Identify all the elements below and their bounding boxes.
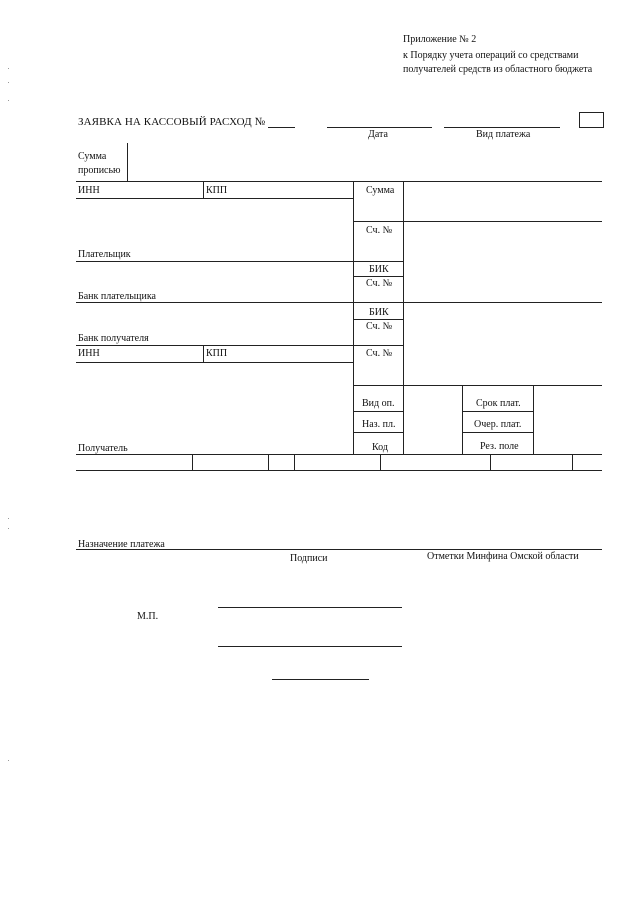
term-column-right-line — [533, 385, 534, 454]
order-label: Очер. плат. — [474, 419, 522, 430]
recipient-inn-label: ИНН — [78, 348, 100, 359]
number-line[interactable] — [268, 127, 295, 128]
payer-inn-label: ИНН — [78, 185, 100, 196]
code-column-right-line — [462, 385, 463, 454]
payer-bottom-line — [76, 261, 403, 262]
code-seg-2 — [268, 454, 269, 470]
payment-type-line[interactable] — [444, 127, 560, 128]
code-seg-5 — [490, 454, 491, 470]
scan-speck — [8, 82, 9, 83]
recipient-bank-bottom-line — [76, 345, 403, 346]
recipient-label: Получатель — [78, 443, 128, 454]
payer-label: Плательщик — [78, 249, 131, 260]
payer-bank-bik-label: БИК — [369, 264, 389, 275]
payer-bank-bottom-line — [76, 302, 602, 303]
payer-bank-bik-line — [353, 276, 403, 277]
code-label: Код — [372, 442, 388, 453]
signature-line-3[interactable] — [272, 679, 369, 680]
payer-kpp-label: КПП — [206, 185, 228, 196]
payment-type-label: Вид платежа — [476, 129, 531, 140]
recipient-bank-bik-label: БИК — [369, 307, 389, 318]
scan-speck — [8, 760, 9, 761]
code-seg-3 — [294, 454, 295, 470]
term-row-line — [462, 411, 533, 412]
signature-line-1[interactable] — [218, 607, 402, 608]
term-label: Срок плат. — [476, 398, 521, 409]
recipient-inn-kpp-bottom-line — [76, 362, 353, 363]
payer-bank-label: Банк плательщика — [78, 291, 156, 302]
form-title: ЗАЯВКА НА КАССОВЫЙ РАСХОД № — [78, 116, 266, 128]
marks-label: Отметки Минфина Омской области — [427, 551, 579, 562]
code-seg-4 — [380, 454, 381, 470]
payer-bank-account-label: Сч. № — [366, 278, 393, 289]
appendix-line-1: Приложение № 2 — [403, 34, 477, 45]
amount-words-divider — [127, 143, 128, 181]
recipient-kpp-label: КПП — [206, 348, 228, 359]
purpose-code-label: Наз. пл. — [362, 419, 396, 430]
appendix-line-3: получателей средств из областного бюджета — [403, 64, 593, 75]
stamp-label: М.П. — [137, 611, 159, 622]
signatures-label: Подписи — [290, 553, 328, 564]
purpose-label: Назначение платежа — [78, 539, 165, 550]
purpose-bottom-line — [76, 549, 602, 550]
date-label: Дата — [368, 129, 388, 140]
amount-words-bottom-line — [76, 181, 602, 182]
op-type-row-line — [353, 411, 403, 412]
payer-inn-kpp-divider — [203, 181, 204, 198]
recipient-bank-account-label: Сч. № — [366, 321, 393, 332]
recipient-bank-bik-line — [353, 319, 403, 320]
scan-speck — [8, 68, 9, 69]
op-type-label: Вид оп. — [362, 398, 395, 409]
amount-words-label-2: прописью — [78, 165, 121, 176]
code-row-bottom-line — [76, 470, 602, 471]
scan-speck — [8, 528, 9, 529]
signature-line-2[interactable] — [218, 646, 402, 647]
sum-bottom-line — [353, 221, 602, 222]
code-seg-1 — [192, 454, 193, 470]
scan-speck — [8, 100, 9, 101]
date-line[interactable] — [327, 127, 432, 128]
purpose-code-row-line — [353, 432, 403, 433]
appendix-line-2: к Порядку учета операций со средствами — [403, 50, 579, 61]
recipient-account-label: Сч. № — [366, 348, 393, 359]
reserve-label: Рез. поле — [480, 441, 519, 452]
recipient-bank-label: Банк получателя — [78, 333, 149, 344]
scan-speck — [8, 518, 9, 519]
amount-words-label-1: Сумма — [78, 151, 107, 162]
payer-inn-kpp-bottom-line — [76, 198, 353, 199]
payer-account-label: Сч. № — [366, 225, 393, 236]
recipient-account-bottom-line — [353, 385, 602, 386]
order-row-line — [462, 432, 533, 433]
code-seg-6 — [572, 454, 573, 470]
recipient-inn-kpp-divider — [203, 345, 204, 362]
corner-code-box[interactable] — [579, 112, 604, 128]
code-row-top-line — [76, 454, 602, 455]
sum-label: Сумма — [366, 185, 395, 196]
